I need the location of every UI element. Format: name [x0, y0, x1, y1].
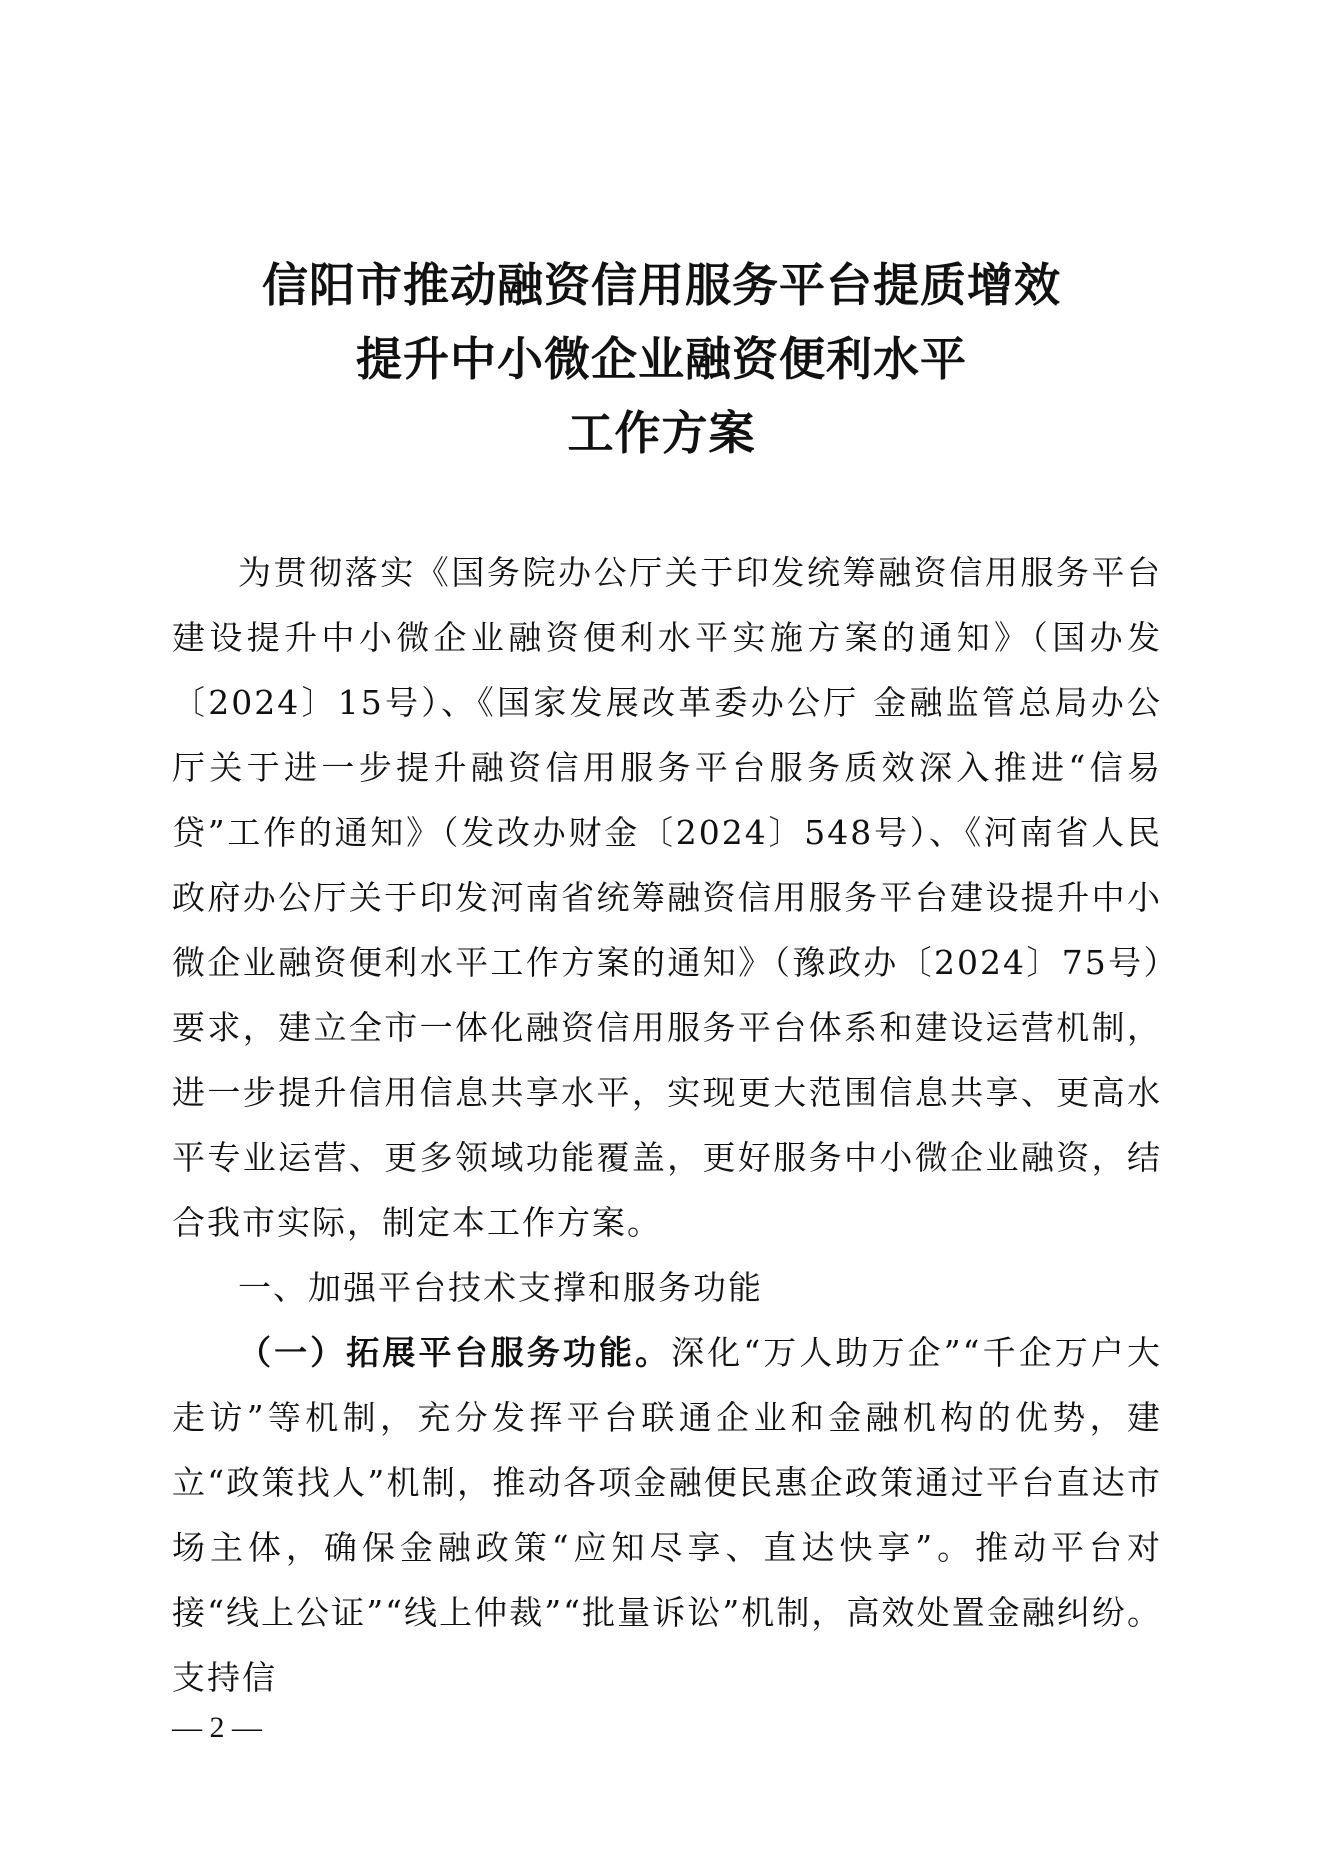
- item-text-1: 深化“万人助万企”“千企万户大走访”等机制，充分发挥平台联通企业和金融机构的优势，建立“政策找人”机制，推动各项金融便民惠企政策通过平台直达市场主体，确保金融政策“应知尽享、直达快享”。推动平台对接“线上公证”“线上仲裁”“批量诉讼”机制，高效处置金融纠纷。支持信: [172, 1333, 1162, 1697]
- section-heading-1: 一、加强平台技术支撑和服务功能: [238, 1268, 763, 1307]
- title-line-1: 信阳市推动融资信用服务平台提质增效: [262, 258, 1061, 312]
- document-title: [0, 248, 1323, 470]
- document-body: [172, 540, 1162, 1710]
- item-paragraph-1: [172, 1320, 1162, 1710]
- page-number: — 2 —: [172, 1711, 262, 1744]
- title-line-3: 工作方案: [567, 406, 756, 460]
- intro-paragraph: 为贯彻落实《国务院办公厅关于印发统筹融资信用服务平台建设提升中小微企业融资便利水平实施方案的通知》（国办发〔2024〕15号）、《国家发展改革委办公厅 金融监管总局办公厅关于进一步提升融资信用服务平台服务质效深入推进“信易贷”工作的通知》（发改办财金〔2024〕548号）、《河南省人民政府办公厅关于印发河南省统筹融资信用服务平台建设提升中小微企业融资便利水平工作方案的通知》（豫政办〔2024〕75号）要求，建立全市一体化融资信用服务平台体系和建设运营机制，进一步提升信用信息共享水平，实现更大范围信息共享、更高水平专业运营、更多领域功能覆盖，更好服务中小微企业融资，结合我市实际，制定本工作方案。: [172, 553, 1162, 1242]
- title-line-2: 提升中小微企业融资便利水平: [356, 332, 967, 386]
- item-lead-1: （一）拓展平台服务功能。: [238, 1333, 672, 1372]
